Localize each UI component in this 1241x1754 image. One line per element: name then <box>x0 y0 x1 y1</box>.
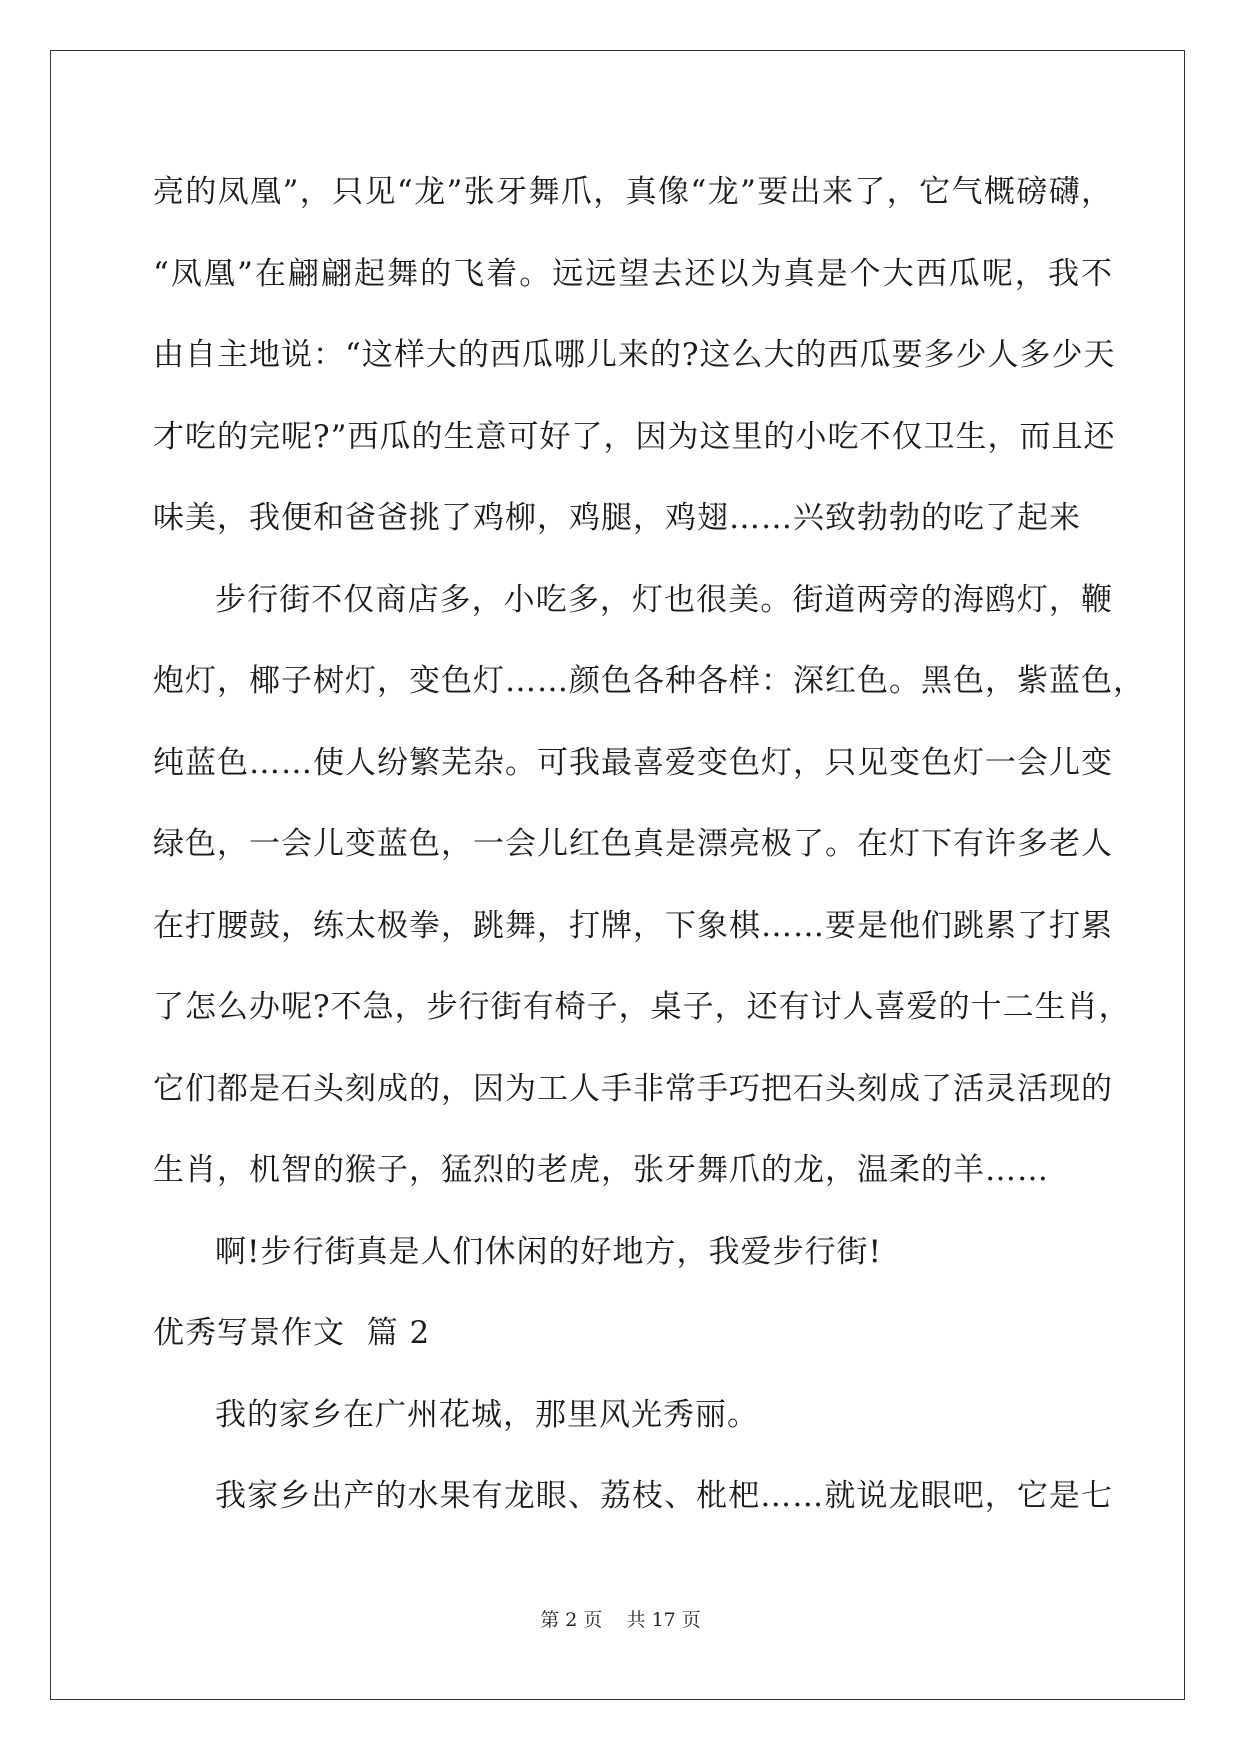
text-line-17: 我家乡出产的水果有龙眼、荔枝、枇杷……就说龙眼吧，它是七 <box>215 1478 1113 1514</box>
page-total: 共 17 页 <box>626 1609 701 1631</box>
text-line-4: 才吃的完呢?”西瓜的生意可好了，因为这里的小吃不仅卫生，而且还 <box>153 418 1116 455</box>
section-heading: 优秀写景作文 篇 2 <box>153 1315 431 1351</box>
text-line-6: 步行街不仅商店多，小吃多，灯也很美。街道两旁的海鸥灯，鞭 <box>215 581 1113 618</box>
text-line-10: 在打腰鼓，练太极拳，跳舞，打牌，下象棋……要是他们跳累了打累 <box>153 907 1113 944</box>
text-line-14: 啊!步行街真是人们休闲的好地方，我爱步行街! <box>215 1233 882 1270</box>
text-line-16: 我的家乡在广州花城，那里风光秀丽。 <box>215 1396 759 1433</box>
text-line-1: 亮的凤凰”，只见“龙”张牙舞爪，真像“龙”要出来了，它气概磅礴， <box>153 174 1113 210</box>
text-line-8: 纯蓝色……使人纷繁芜杂。可我最喜爱变色灯，只见变色灯一会儿变 <box>153 744 1113 781</box>
document-body <box>153 163 1145 1549</box>
text-line-13: 生肖，机智的猴子，猛烈的老虎，张牙舞爪的龙，温柔的羊…… <box>153 1152 1049 1188</box>
text-line-2: “凤凰”在翩翩起舞的飞着。远远望去还以为真是个大西瓜呢，我不 <box>153 255 1113 292</box>
text-line-11: 了怎么办呢?不急，步行街有椅子，桌子，还有讨人喜爱的十二生肖， <box>153 989 1131 1025</box>
text-line-12: 它们都是石头刻成的，因为工人手非常手巧把石头刻成了活灵活现的 <box>153 1070 1113 1107</box>
text-line-3: 由自主地说：“这样大的西瓜哪儿来的?这么大的西瓜要多少人多少天 <box>153 337 1116 373</box>
page-footer <box>0 1605 1241 1632</box>
text-line-5: 味美，我便和爸爸挑了鸡柳，鸡腿，鸡翅……兴致勃勃的吃了起来 <box>153 500 1081 536</box>
page-number: 第 2 页 <box>540 1609 603 1631</box>
text-line-7: 炮灯，椰子树灯，变色灯……颜色各种各样：深红色。黑色，紫蓝色， <box>153 663 1145 699</box>
text-line-9: 绿色，一会儿变蓝色，一会儿红色真是漂亮极了。在灯下有许多老人 <box>153 826 1113 862</box>
